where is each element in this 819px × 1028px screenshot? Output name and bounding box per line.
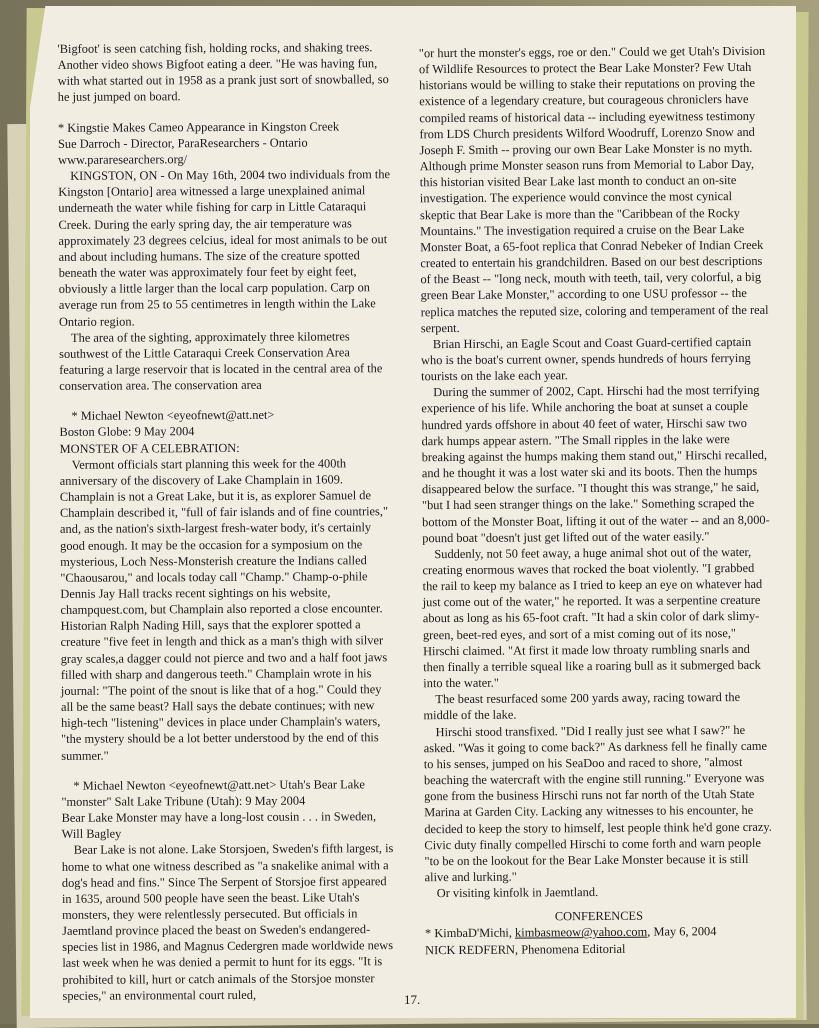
conference-prefix: * KimbaD'Michi, [424, 926, 512, 941]
conference-email-link[interactable]: kimbasmeow@yahoo.com [514, 925, 648, 941]
kingstie-byline: Sue Darroch - Director, ParaResearchers - Ontario [57, 135, 308, 151]
bearlake-paragraph: Brian Hirschi, an Eagle Scout and Coast Guard-certified captain who is the boat's current owner, spends hundreds of hours ferrying tourists on the lake each year. [420, 334, 752, 384]
kingstie-paragraph: KINGSTON, ON - On May 16th, 2004 two individuals from the Kingston [Ontario] area witnessed a large unexplained animal underneath the water while fishing for carp in Little Cataraqui Creek. During the early spring day, the air temperature was approximately 23 degrees celcius, ideal for most animals to be out and about including humans. The size of the creature spotted beneath the water was approximately four feet by eight feet, obviously a little larger than the local carp population. Carp on average run from 25 to 55 centimetres in length within the Lake Ontario region. [58, 167, 391, 329]
champ-source: Boston Globe: 9 May 2004 [59, 424, 195, 440]
bearlake-paragraph: Bear Lake is not alone. Lake Storsjoen, Sweden's fifth largest, is home to what one witness described as "a snakelike animal with a dog's head and fins." Since The Serpent of Storsjoe first appeared in 1635, around 500 people have seen the beast. Like Utah's monsters, they were relentlessly persecuted. But officials in Jaemtland province placed the beast on Sweden's endangered-species list in 1986, and Magnus Cedergren made worldwide news last week when he was denied a permit to hunt for its eggs. "It is prohibited to kill, hurt or catch animals of the Storsjoe monster species," an environmental court ruled, [61, 841, 394, 1003]
bearlake-paragraph: Or visiting kinfolk in Jaemtland. [436, 885, 599, 901]
bearlake-headline: Bear Lake Monster may have a long-lost cousin . . . in Sweden, Will Bagley [61, 809, 377, 842]
bearlake-byline: * Michael Newton <eyeofnewt@att.net> Utah's Bear Lake "monster" Salt Lake Tribune (Utah): 9 May 2004 [61, 777, 365, 809]
champ-byline: * Michael Newton <eyeofnewt@att.net> [71, 408, 275, 424]
bearlake-paragraph: Suddenly, not 50 feet away, a huge animal shot out of the water, creating enormous waves that rocked the boat violently. "I grabbed the rail to keep my balance as I tried to keep an eye on whatever had just come out of the water," he reported. It was a serpentine creature about as long as his 65-foot craft. "It had a skin color of dark slimy-green, beet-red eyes, and sort of a mist coming out of its nose," Hirschi claimed. "At first it made low throaty rumbling snarls and then finally a terrible squeal like a roaring bull as it submerged back into the water." [422, 544, 763, 691]
page-number: 17. [404, 992, 421, 1007]
bearlake-paragraph: During the summer of 2002, Capt. Hirschi had the most terrifying experience of his life. While anchoring the boat at sunset a couple hundred yards offshore in about 40 feet of water, Hirschi saw two dark humps appear astern. "The Small ripples in the lake were breaking against the humps making them stand out," Hirschi recalled, and he thought it was a lost water ski and its boots. Then the humps disappeared below the surface. "I thought this was strange," he said, "but I had seen stranger things on the lake." Something scraped the bottom of the Monster Boat, lifting it out of the water -- and an 8,000-pound boat "doesn't just get lifted out of the water easily." [421, 383, 770, 545]
bearlake-paragraph: The beast resurfaced some 200 yards away, racing toward the middle of the lake. [423, 690, 741, 723]
kingstie-url: www.pararesearchers.org/ [58, 152, 188, 167]
kingstie-headline: * Kingstie Makes Cameo Appearance in Kingston Creek [57, 119, 340, 135]
champ-headline: MONSTER OF A CELEBRATION: [59, 440, 240, 456]
conference-editorial: NICK REDFERN, Phenomena Editorial [425, 941, 626, 957]
left-column [57, 39, 397, 1004]
right-column [419, 43, 773, 958]
conferences-heading: CONFERENCES [554, 908, 644, 924]
kingstie-paragraph: The area of the sighting, approximately three kilometres southwest of the Little Cataraqui Creek Conservation Area featuring a large reservoir that is located in the central area of the conservation area. The conservation area [59, 329, 383, 394]
bigfoot-article-end: 'Bigfoot' is seen catching fish, holding rocks, and shaking trees. Another video shows Bigfoot eating a deer. "He was having fun, with what started out in 1958 as a prank just sort of snowballed, so he just jumped on board. [57, 40, 389, 105]
conference-date: , May 6, 2004 [647, 924, 717, 940]
bearlake-paragraph: Hirschi stood transfixed. "Did I really just see what I saw?" he asked. "Was it going to come back?" As darkness fell he finally came to his senses, jumped on his SeaDoo and raced to shore, "almost beaching the watercraft with the engine still running." Everyone was gone from the business Hirschi runs not far north of the Utah State Marina at Garden City. Lacking any witnesses to his encounter, he decided to keep the story to himself, lest people think he'd gone crazy. Civic duty finally compelled Hirschi to come forth and warn people "to be on the lookout for the Bear Lake Monster because it is still alive and lurking." [423, 722, 772, 885]
champ-paragraph: Vermont officials start planning this week for the 400th anniversary of the discovery of Lake Champlain in 1609. Champlain is not a Great Lake, but it is, as explorer Samuel de Champlain described it, "full of fair islands and of fine countries," and, as the nation's sixth-largest fresh-water body, it's certainly good enough. It may be the occasion for a symposium on the mysterious, Loch Ness-Monsterish creature the Indians called "Chaousarou," and locals today call "Champ." Champ-o-phile Dennis Jay Hall tracks recent sightings on his website, champquest.com, but Champlain also reported a close encounter. Historian Ralph Nading Hill, says that the explorer spotted a creature "five feet in length and thick as a man's thigh with silver gray scales,a dagger could not pierce and two and a half foot jaws filled with sharp and dangerous teeth." Champlain wrote in his journal: "The point of the snout is like that of a hog." Could they all be the same beast? Hall says the debate continues; with new high-tech "listening" devices in place under Champlain's waters, "the mystery should be a lot better understood by the end of this summer." [59, 456, 389, 763]
bearlake-continued: "or hurt the monster's eggs, roe or den." Could we get Utah's Division of Wildlife Resources to protect the Bear Lake Monster? Few Utah historians would be willing to stake their reputations on proving the existence of a legendary creature, but courageous chroniclers have compiled reams of historical data -- including eyewitness testimony from LDS Church presidents Wilford Woodruff, Lorenzo Snow and Joseph F. Smith -- proving our own Bear Lake Monster is no myth. Although prime Monster season runs from Memorial to Labor Day, this historian visited Bear Lake last month to conduct an on-site investigation. The experience would convince the most cynical skeptic that Bear Lake is more than the "Caribbean of the Rocky Mountains." The investigation required a cruise on the Bear Lake Monster Boat, a 65-foot replica that Conrad Nebeker of Indian Creek created to entertain his grandchildren. Based on our best descriptions of the Beast -- "long neck, mouth with teeth, tail, very colorful, a big green Bear Lake Monster," according to one USU professor -- the replica matches the reputed size, coloring and temperament of the real serpent. [418, 43, 769, 335]
